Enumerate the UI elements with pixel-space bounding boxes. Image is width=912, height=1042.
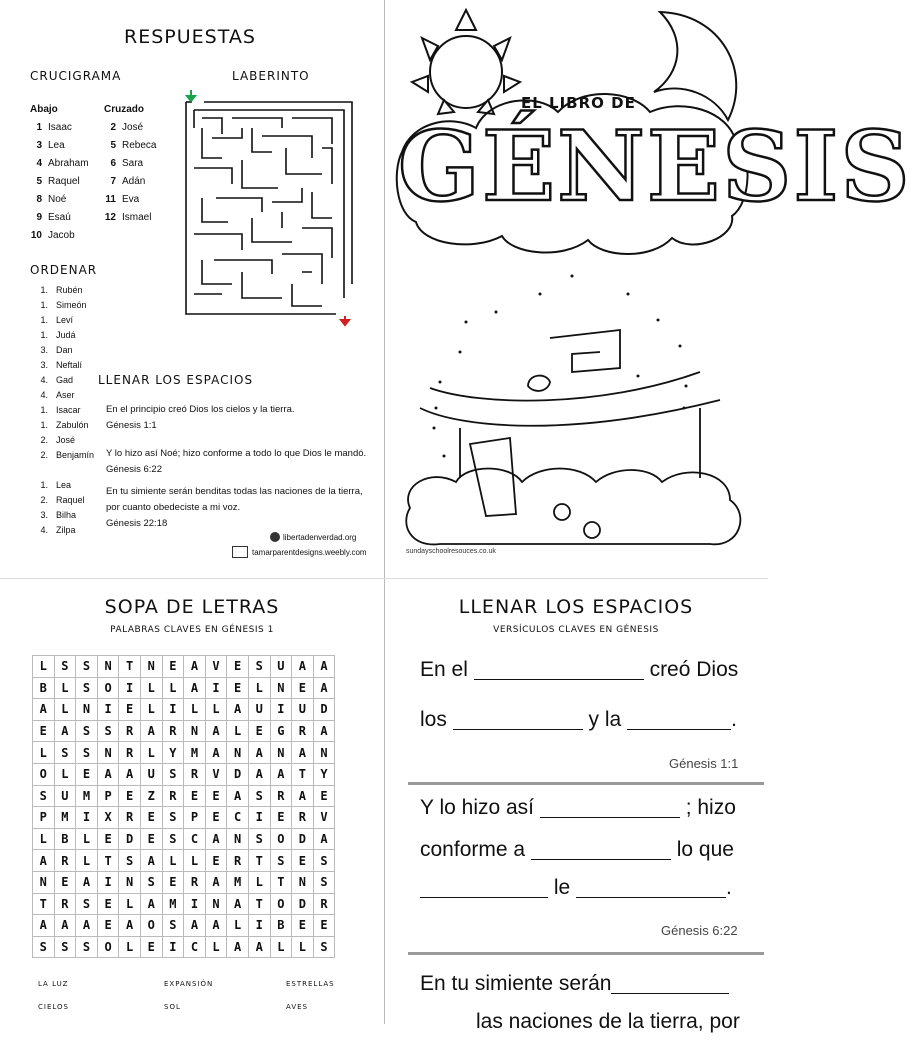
wordsearch-cell: A <box>54 720 76 742</box>
wordsearch-cell: O <box>33 763 55 785</box>
wordsearch-cell: S <box>270 850 292 872</box>
wordsearch-cell: U <box>54 785 76 807</box>
wordsearch-cell: I <box>76 807 98 829</box>
wordsearch-cell: E <box>162 656 184 678</box>
order-list-sons: 1. Rubén 1. Simeón 1. Leví 1. Judá 3. Dan 3. Neftalí 4. Gad 4. Aser 1. Isacar 1. Zabulón 2. José 2. Benjamín <box>40 285 95 460</box>
wordsearch-cell: L <box>205 699 227 721</box>
wordsearch-cell: S <box>313 936 335 958</box>
verse2-line2: conforme a lo que <box>420 830 734 870</box>
wordsearch-cell: A <box>227 893 249 915</box>
wordsearch-cell: E <box>119 699 141 721</box>
wordsearch-cell: L <box>119 936 141 958</box>
verse3-line2: las naciones de la tierra, por <box>476 1010 740 1033</box>
blank <box>474 655 644 680</box>
wordsearch-cell: D <box>292 828 314 850</box>
wordsearch-cell: T <box>33 893 55 915</box>
wordsearch-cell: A <box>119 915 141 937</box>
wordsearch-cell: M <box>76 785 98 807</box>
fill-page-subtitle: VERSÍCULOS CLAVES EN GÉNESIS <box>493 625 659 635</box>
wordsearch-cell: N <box>313 742 335 764</box>
wordsearch-cell: S <box>162 763 184 785</box>
wordsearch-cell: I <box>97 699 119 721</box>
wordsearch-row <box>33 915 335 937</box>
wordsearch-grid <box>32 655 335 958</box>
page-divider-vertical <box>384 0 385 1024</box>
wordsearch-cell: E <box>205 850 227 872</box>
blank <box>420 873 548 898</box>
wordsearch-cell: A <box>140 893 162 915</box>
wordsearch-cell: S <box>33 936 55 958</box>
wordsearch-row <box>33 677 335 699</box>
wordsearch-cell: S <box>313 871 335 893</box>
wordsearch-cell: E <box>140 936 162 958</box>
wordsearch-cell: A <box>54 915 76 937</box>
wordsearch-cell: A <box>313 828 335 850</box>
wordsearch-row <box>33 807 335 829</box>
wordsearch-cell: R <box>292 807 314 829</box>
wordsearch-cell: N <box>97 742 119 764</box>
verse2-ref: Génesis 6:22 <box>661 923 738 938</box>
wordsearch-cell: M <box>54 807 76 829</box>
wordsearch-cell: E <box>313 785 335 807</box>
wordsearch-cell: T <box>119 656 141 678</box>
wordsearch-cell: C <box>184 828 206 850</box>
wordsearch-cell: L <box>76 828 98 850</box>
wordsearch-cell: R <box>313 893 335 915</box>
verse2-line3: le . <box>420 868 732 908</box>
blank <box>627 705 731 730</box>
wordsearch-cell: A <box>270 763 292 785</box>
wordsearch-cell: A <box>33 915 55 937</box>
wordsearch-cell: A <box>205 720 227 742</box>
crossword-across-header: Cruzado <box>104 104 144 115</box>
wordsearch-cell: S <box>76 720 98 742</box>
wordsearch-cell: U <box>248 699 270 721</box>
wordsearch-cell: P <box>97 785 119 807</box>
wordsearch-cell: S <box>162 915 184 937</box>
separator-rule <box>408 952 764 955</box>
wordsearch-cell: A <box>205 828 227 850</box>
verse1-line1: En el creó Dios <box>420 650 738 690</box>
wordsearch-cell: S <box>248 785 270 807</box>
maze-title: LABERINTO <box>232 69 310 83</box>
verse-3-text: En tu simiente serán benditas todas las naciones de la tierra, por cuanto obedeciste a mi voz. <box>106 486 363 513</box>
sun-icon <box>430 36 502 108</box>
wordsearch-cell: R <box>54 850 76 872</box>
wordsearch-cell: R <box>184 763 206 785</box>
maze-start-arrow-icon <box>187 90 195 101</box>
wordsearch-cell: I <box>270 699 292 721</box>
wordsearch-cell: G <box>270 720 292 742</box>
wordsearch-cell: A <box>119 763 141 785</box>
wordsearch-cell: E <box>227 677 249 699</box>
wordsearch-cell: I <box>248 915 270 937</box>
wordsearch-cell: S <box>313 850 335 872</box>
verse2-line1: Y lo hizo así ; hizo <box>420 788 736 828</box>
wordsearch-cell: E <box>248 720 270 742</box>
wordsearch-cell: A <box>205 871 227 893</box>
blank <box>540 793 680 818</box>
wordsearch-cell: R <box>54 893 76 915</box>
answers-title: RESPUESTAS <box>124 26 256 48</box>
wordsearch-cell: V <box>205 656 227 678</box>
wordsearch-cell: N <box>140 656 162 678</box>
wordsearch-cell: A <box>248 742 270 764</box>
wordsearch-cell: L <box>184 850 206 872</box>
wordsearch-cell: N <box>227 828 249 850</box>
wordsearch-cell: V <box>313 807 335 829</box>
wordsearch-cell: D <box>119 828 141 850</box>
wordsearch-cell: R <box>227 850 249 872</box>
wordsearch-cell: M <box>227 871 249 893</box>
wordsearch-cell: O <box>270 893 292 915</box>
wordsearch-cell: N <box>205 893 227 915</box>
wordsearch-cell: I <box>97 871 119 893</box>
wordsearch-cell: L <box>54 763 76 785</box>
wordsearch-cell: O <box>140 915 162 937</box>
wordsearch-cell: E <box>54 871 76 893</box>
credit-line-1: libertadenverdad.org <box>270 532 356 542</box>
wordsearch-cell: A <box>248 763 270 785</box>
wordsearch-cell: E <box>162 871 184 893</box>
page-divider-horizontal <box>0 578 768 579</box>
cover-subtitle: EL LIBRO DE <box>521 94 636 112</box>
wordsearch-cell: R <box>162 785 184 807</box>
wordsearch-cell: S <box>162 828 184 850</box>
wordsearch-cell: S <box>76 677 98 699</box>
wordsearch-cell: L <box>54 677 76 699</box>
wordsearch-cell: Y <box>313 763 335 785</box>
crossword-down-list: 1 Isaac 3 Lea 4 Abraham 5 Raquel 8 Noé 9 Esaú 10 Jacob <box>30 122 89 241</box>
wordsearch-cell: A <box>227 785 249 807</box>
wordsearch-cell: E <box>33 720 55 742</box>
wordsearch-cell: S <box>248 828 270 850</box>
wordsearch-cell: A <box>313 656 335 678</box>
wordsearch-cell: N <box>76 699 98 721</box>
wordsearch-cell: O <box>270 828 292 850</box>
wordsearch-cell: S <box>76 742 98 764</box>
wordsearch-cell: D <box>292 893 314 915</box>
wordsearch-cell: E <box>292 850 314 872</box>
wordsearch-cell: Z <box>140 785 162 807</box>
wordsearch-cell: M <box>162 893 184 915</box>
blank <box>531 835 671 860</box>
wordsearch-cell: B <box>54 828 76 850</box>
wordsearch-cell: C <box>227 807 249 829</box>
separator-rule <box>408 782 764 785</box>
verse3-line1: En tu simiente serán <box>420 964 729 1004</box>
wordsearch-cell: D <box>313 699 335 721</box>
wordsearch-cell: U <box>140 763 162 785</box>
crossword-down-header: Abajo <box>30 104 58 115</box>
blank <box>611 969 729 994</box>
wordsearch-cell: E <box>205 785 227 807</box>
wordsearch-word-5: SOL <box>164 1003 181 1011</box>
wordsearch-cell: N <box>33 871 55 893</box>
wordsearch-cell: B <box>270 915 292 937</box>
ark-dot-to-dot-drawing <box>400 268 760 560</box>
wordsearch-cell: S <box>119 850 141 872</box>
verse-2-ref: Génesis 6:22 <box>106 464 162 475</box>
wordsearch-cell: L <box>33 742 55 764</box>
wordsearch-cell: I <box>184 893 206 915</box>
wordsearch-cell: A <box>205 742 227 764</box>
wordsearch-word-4: CIELOS <box>38 1003 69 1011</box>
wordsearch-cell: L <box>140 742 162 764</box>
wordsearch-cell: T <box>270 871 292 893</box>
wordsearch-cell: T <box>97 850 119 872</box>
wordsearch-cell: A <box>205 915 227 937</box>
wordsearch-cell: A <box>227 936 249 958</box>
wordsearch-cell: S <box>76 936 98 958</box>
wordsearch-cell: L <box>54 699 76 721</box>
wordsearch-cell: I <box>205 677 227 699</box>
wordsearch-cell: S <box>54 656 76 678</box>
wordsearch-cell: X <box>97 807 119 829</box>
wordsearch-row <box>33 785 335 807</box>
wordsearch-cell: L <box>140 699 162 721</box>
wordsearch-cell: A <box>292 742 314 764</box>
verse1-ref: Génesis 1:1 <box>669 756 739 771</box>
wordsearch-cell: E <box>313 915 335 937</box>
wordsearch-cell: L <box>205 936 227 958</box>
wordsearch-cell: S <box>54 936 76 958</box>
wordsearch-word-6: AVES <box>286 1003 308 1011</box>
wordsearch-cell: L <box>33 828 55 850</box>
wordsearch-cell: R <box>119 720 141 742</box>
wordsearch-cell: R <box>119 807 141 829</box>
wordsearch-cell: A <box>292 785 314 807</box>
wordsearch-word-3: ESTRELLAS <box>286 980 335 988</box>
wordsearch-cell: A <box>33 850 55 872</box>
wordsearch-row <box>33 656 335 678</box>
wordsearch-cell: P <box>33 807 55 829</box>
fill-answers-title: LLENAR LOS ESPACIOS <box>98 373 254 387</box>
cover-title: GÉNESIS <box>398 110 912 223</box>
wordsearch-title: SOPA DE LETRAS <box>104 596 280 618</box>
wordsearch-cell: I <box>162 936 184 958</box>
crossword-across-list: 2 José 5 Rebeca 6 Sara 7 Adán 11 Eva 12 Ismael <box>104 122 157 223</box>
wordsearch-cell: R <box>292 720 314 742</box>
wordsearch-cell: A <box>140 850 162 872</box>
wordsearch-cell: L <box>270 936 292 958</box>
wordsearch-cell: A <box>76 915 98 937</box>
wordsearch-cell: L <box>227 720 249 742</box>
fill-answers-verses <box>106 402 368 532</box>
wordsearch-cell: E <box>97 915 119 937</box>
dot-credit: sundayschoolresouces.co.uk <box>406 548 496 555</box>
wordsearch-cell: R <box>119 742 141 764</box>
wordsearch-cell: A <box>33 699 55 721</box>
wordsearch-cell: Y <box>162 742 184 764</box>
wordsearch-cell: M <box>184 742 206 764</box>
crossword-title: CRUCIGRAMA <box>30 69 122 83</box>
wordsearch-cell: E <box>97 828 119 850</box>
wordsearch-cell: E <box>270 807 292 829</box>
wordsearch-cell: E <box>97 893 119 915</box>
wordsearch-cell: E <box>119 785 141 807</box>
wordsearch-cell: L <box>76 850 98 872</box>
wordsearch-cell: L <box>119 893 141 915</box>
laptop-icon <box>232 546 248 558</box>
wordsearch-row <box>33 763 335 785</box>
wordsearch-cell: A <box>140 720 162 742</box>
fill-page-title: LLENAR LOS ESPACIOS <box>458 596 694 618</box>
wordsearch-cell: A <box>313 720 335 742</box>
wordsearch-cell: A <box>292 656 314 678</box>
wordsearch-cell: A <box>97 763 119 785</box>
wordsearch-cell: A <box>313 677 335 699</box>
wordsearch-cell: S <box>97 720 119 742</box>
wordsearch-cell: N <box>270 742 292 764</box>
wordsearch-cell: L <box>248 871 270 893</box>
wordsearch-cell: B <box>33 677 55 699</box>
wordsearch-cell: L <box>292 936 314 958</box>
wordsearch-cell: L <box>162 677 184 699</box>
wordsearch-cell: E <box>76 763 98 785</box>
wordsearch-cell: C <box>184 936 206 958</box>
wordsearch-cell: A <box>76 871 98 893</box>
wordsearch-cell: R <box>162 720 184 742</box>
wordsearch-row <box>33 871 335 893</box>
wordsearch-cell: E <box>292 677 314 699</box>
wordsearch-cell: A <box>248 936 270 958</box>
wordsearch-subtitle: PALABRAS CLAVES EN GÉNESIS 1 <box>110 625 274 635</box>
wordsearch-cell: P <box>184 807 206 829</box>
wordsearch-cell: L <box>33 656 55 678</box>
wordsearch-cell: S <box>76 893 98 915</box>
wordsearch-row <box>33 742 335 764</box>
wordsearch-word-1: LA LUZ <box>38 980 69 988</box>
wordsearch-cell: L <box>162 850 184 872</box>
wordsearch-cell: S <box>162 807 184 829</box>
moon-icon <box>654 12 736 120</box>
blank <box>453 705 583 730</box>
blank <box>576 873 726 898</box>
wordsearch-word-2: EXPANSIÓN <box>164 980 214 988</box>
maze-end-arrow-icon <box>341 316 349 325</box>
wordsearch-cell: R <box>184 871 206 893</box>
wordsearch-cell: L <box>227 915 249 937</box>
wordsearch-cell: I <box>162 699 184 721</box>
wordsearch-cell: N <box>227 742 249 764</box>
wordsearch-cell: I <box>119 677 141 699</box>
wordsearch-cell: T <box>248 893 270 915</box>
wordsearch-cell: T <box>248 850 270 872</box>
wordsearch-cell: N <box>184 720 206 742</box>
wordsearch-cell: E <box>205 807 227 829</box>
wordsearch-cell: E <box>140 828 162 850</box>
wordsearch-cell: N <box>270 677 292 699</box>
wordsearch-cell: R <box>270 785 292 807</box>
wordsearch-cell: E <box>140 807 162 829</box>
wordsearch-cell: N <box>97 656 119 678</box>
wordsearch-cell: U <box>270 656 292 678</box>
wordsearch-row <box>33 699 335 721</box>
wordsearch-row <box>33 893 335 915</box>
wordsearch-cell: O <box>97 936 119 958</box>
verse1-line2: los y la . <box>420 700 737 740</box>
credit-line-2: tamarparentdesigns.weebly.com <box>232 546 367 558</box>
wordsearch-cell: L <box>248 677 270 699</box>
wordsearch-row <box>33 828 335 850</box>
wordsearch-cell: A <box>184 656 206 678</box>
verse-3-ref: Génesis 22:18 <box>106 518 168 529</box>
wordsearch-row <box>33 850 335 872</box>
verse-1-ref: Génesis 1:1 <box>106 420 157 431</box>
order-title: ORDENAR <box>30 263 98 277</box>
order-list-wives: 1. Lea 2. Raquel 3. Bilha 4. Zilpa <box>40 480 85 535</box>
verse-1-text: En el principio creó Dios los cielos y la tierra. <box>106 404 295 415</box>
wordsearch-cell: S <box>76 656 98 678</box>
wordsearch-cell: S <box>54 742 76 764</box>
wordsearch-cell: U <box>292 699 314 721</box>
wordsearch-cell: N <box>292 871 314 893</box>
wordsearch-cell: E <box>184 785 206 807</box>
wordsearch-cell: T <box>292 763 314 785</box>
wordsearch-cell: S <box>248 656 270 678</box>
wordsearch-cell: O <box>97 677 119 699</box>
wordsearch-row <box>33 936 335 958</box>
wordsearch-cell: V <box>205 763 227 785</box>
wordsearch-cell: N <box>119 871 141 893</box>
wordsearch-cell: E <box>227 656 249 678</box>
wordsearch-cell: D <box>227 763 249 785</box>
wordsearch-cell: L <box>140 677 162 699</box>
wordsearch-cell: A <box>184 915 206 937</box>
maze-drawing <box>182 88 354 326</box>
wordsearch-cell: I <box>248 807 270 829</box>
wordsearch-row <box>33 720 335 742</box>
credit-logo-icon <box>270 532 280 542</box>
wordsearch-cell: L <box>184 699 206 721</box>
wordsearch-cell: A <box>184 677 206 699</box>
verse-2-text: Y lo hizo así Noé; hizo conforme a todo lo que Dios le mandó. <box>106 448 367 459</box>
wordsearch-cell: S <box>33 785 55 807</box>
wordsearch-cell: S <box>140 871 162 893</box>
wordsearch-cell: E <box>292 915 314 937</box>
wordsearch-cell: A <box>227 699 249 721</box>
